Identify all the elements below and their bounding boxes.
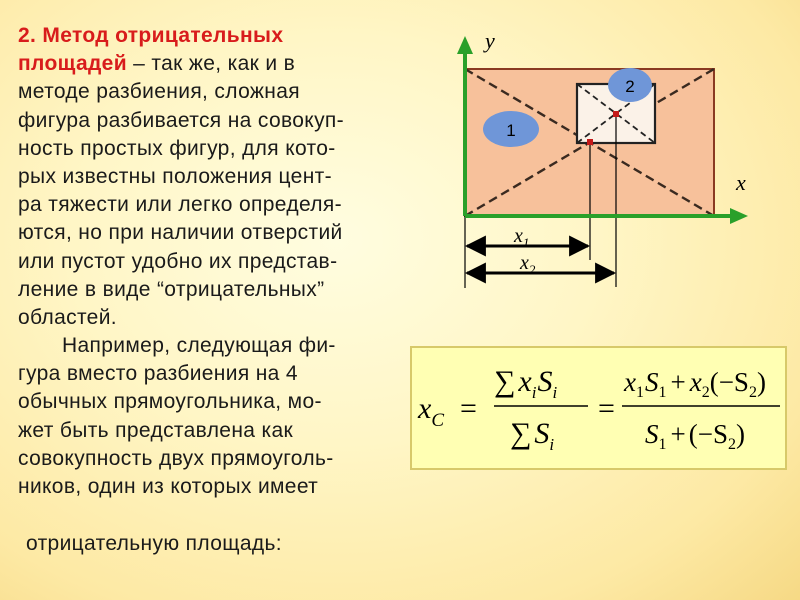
centroid-formula-box: [410, 346, 787, 470]
formula-frac2-denominator: $S_1 + (-S_2)$: [645, 419, 745, 453]
centroid-formula: [412, 348, 785, 468]
text-line: фигура разбивается на совокуп-: [18, 108, 344, 132]
text-line: гура вместо разбиения на 4: [18, 362, 298, 386]
y-axis-arrowhead: [457, 36, 473, 54]
text-line: [18, 22, 428, 50]
x-axis-label: x: [736, 170, 746, 195]
text-line: областей.: [18, 305, 117, 329]
text-line: ников, один из которых имеет: [18, 475, 319, 498]
formula-equals: =: [598, 392, 615, 425]
x-axis-arrowhead: [730, 208, 748, 224]
method-title-cont: площадей: [18, 52, 127, 76]
text-line: ление в виде “отрицательных”: [18, 277, 325, 301]
text-line: жет быть представлена как: [18, 418, 294, 442]
formula-lhs: $x_C$: [418, 392, 445, 431]
text-fragment: – так же, как и в: [126, 52, 296, 76]
text-line: Например, следующая фи-: [62, 334, 336, 358]
region-2-label: 2: [625, 77, 635, 96]
text-line: ность простых фигур, для кото-: [18, 136, 336, 160]
body-text: [18, 22, 428, 501]
centroid-point-2: [613, 111, 619, 117]
text-line: методе разбиения, сложная: [18, 80, 300, 104]
formula-frac1-denominator: ∑ $S_i$: [510, 417, 555, 454]
formula-equals: =: [460, 392, 477, 425]
centroid-point-1: [587, 139, 593, 145]
formula-frac1-numerator: ∑ $x_iS_i$: [494, 365, 558, 402]
text-line: [18, 50, 428, 78]
composite-figure-diagram: [440, 20, 760, 300]
text-line: совокупность двух прямоуголь-: [18, 446, 334, 470]
text-line: отрицательную площадь:: [26, 532, 282, 555]
text-line: рых известны положения цент-: [18, 164, 332, 188]
text-line: ются, но при наличии отверстий: [18, 221, 343, 245]
section-number: 2.: [18, 24, 37, 47]
text-line: или пустот удобно их представ-: [18, 249, 338, 273]
x1-label: $x_1$: [514, 225, 530, 250]
text-line: обычных прямоугольника, мо-: [18, 390, 322, 414]
y-axis-label: y: [485, 28, 495, 53]
method-title: Метод отрицательных: [42, 24, 284, 47]
region-1-label: 1: [506, 121, 516, 140]
text-line: ра тяжести или легко определя-: [18, 193, 342, 217]
formula-frac2-numerator: $x_1S_1 + x_2(-S_2)$: [624, 367, 766, 401]
x2-label: $x_2$: [520, 252, 536, 277]
